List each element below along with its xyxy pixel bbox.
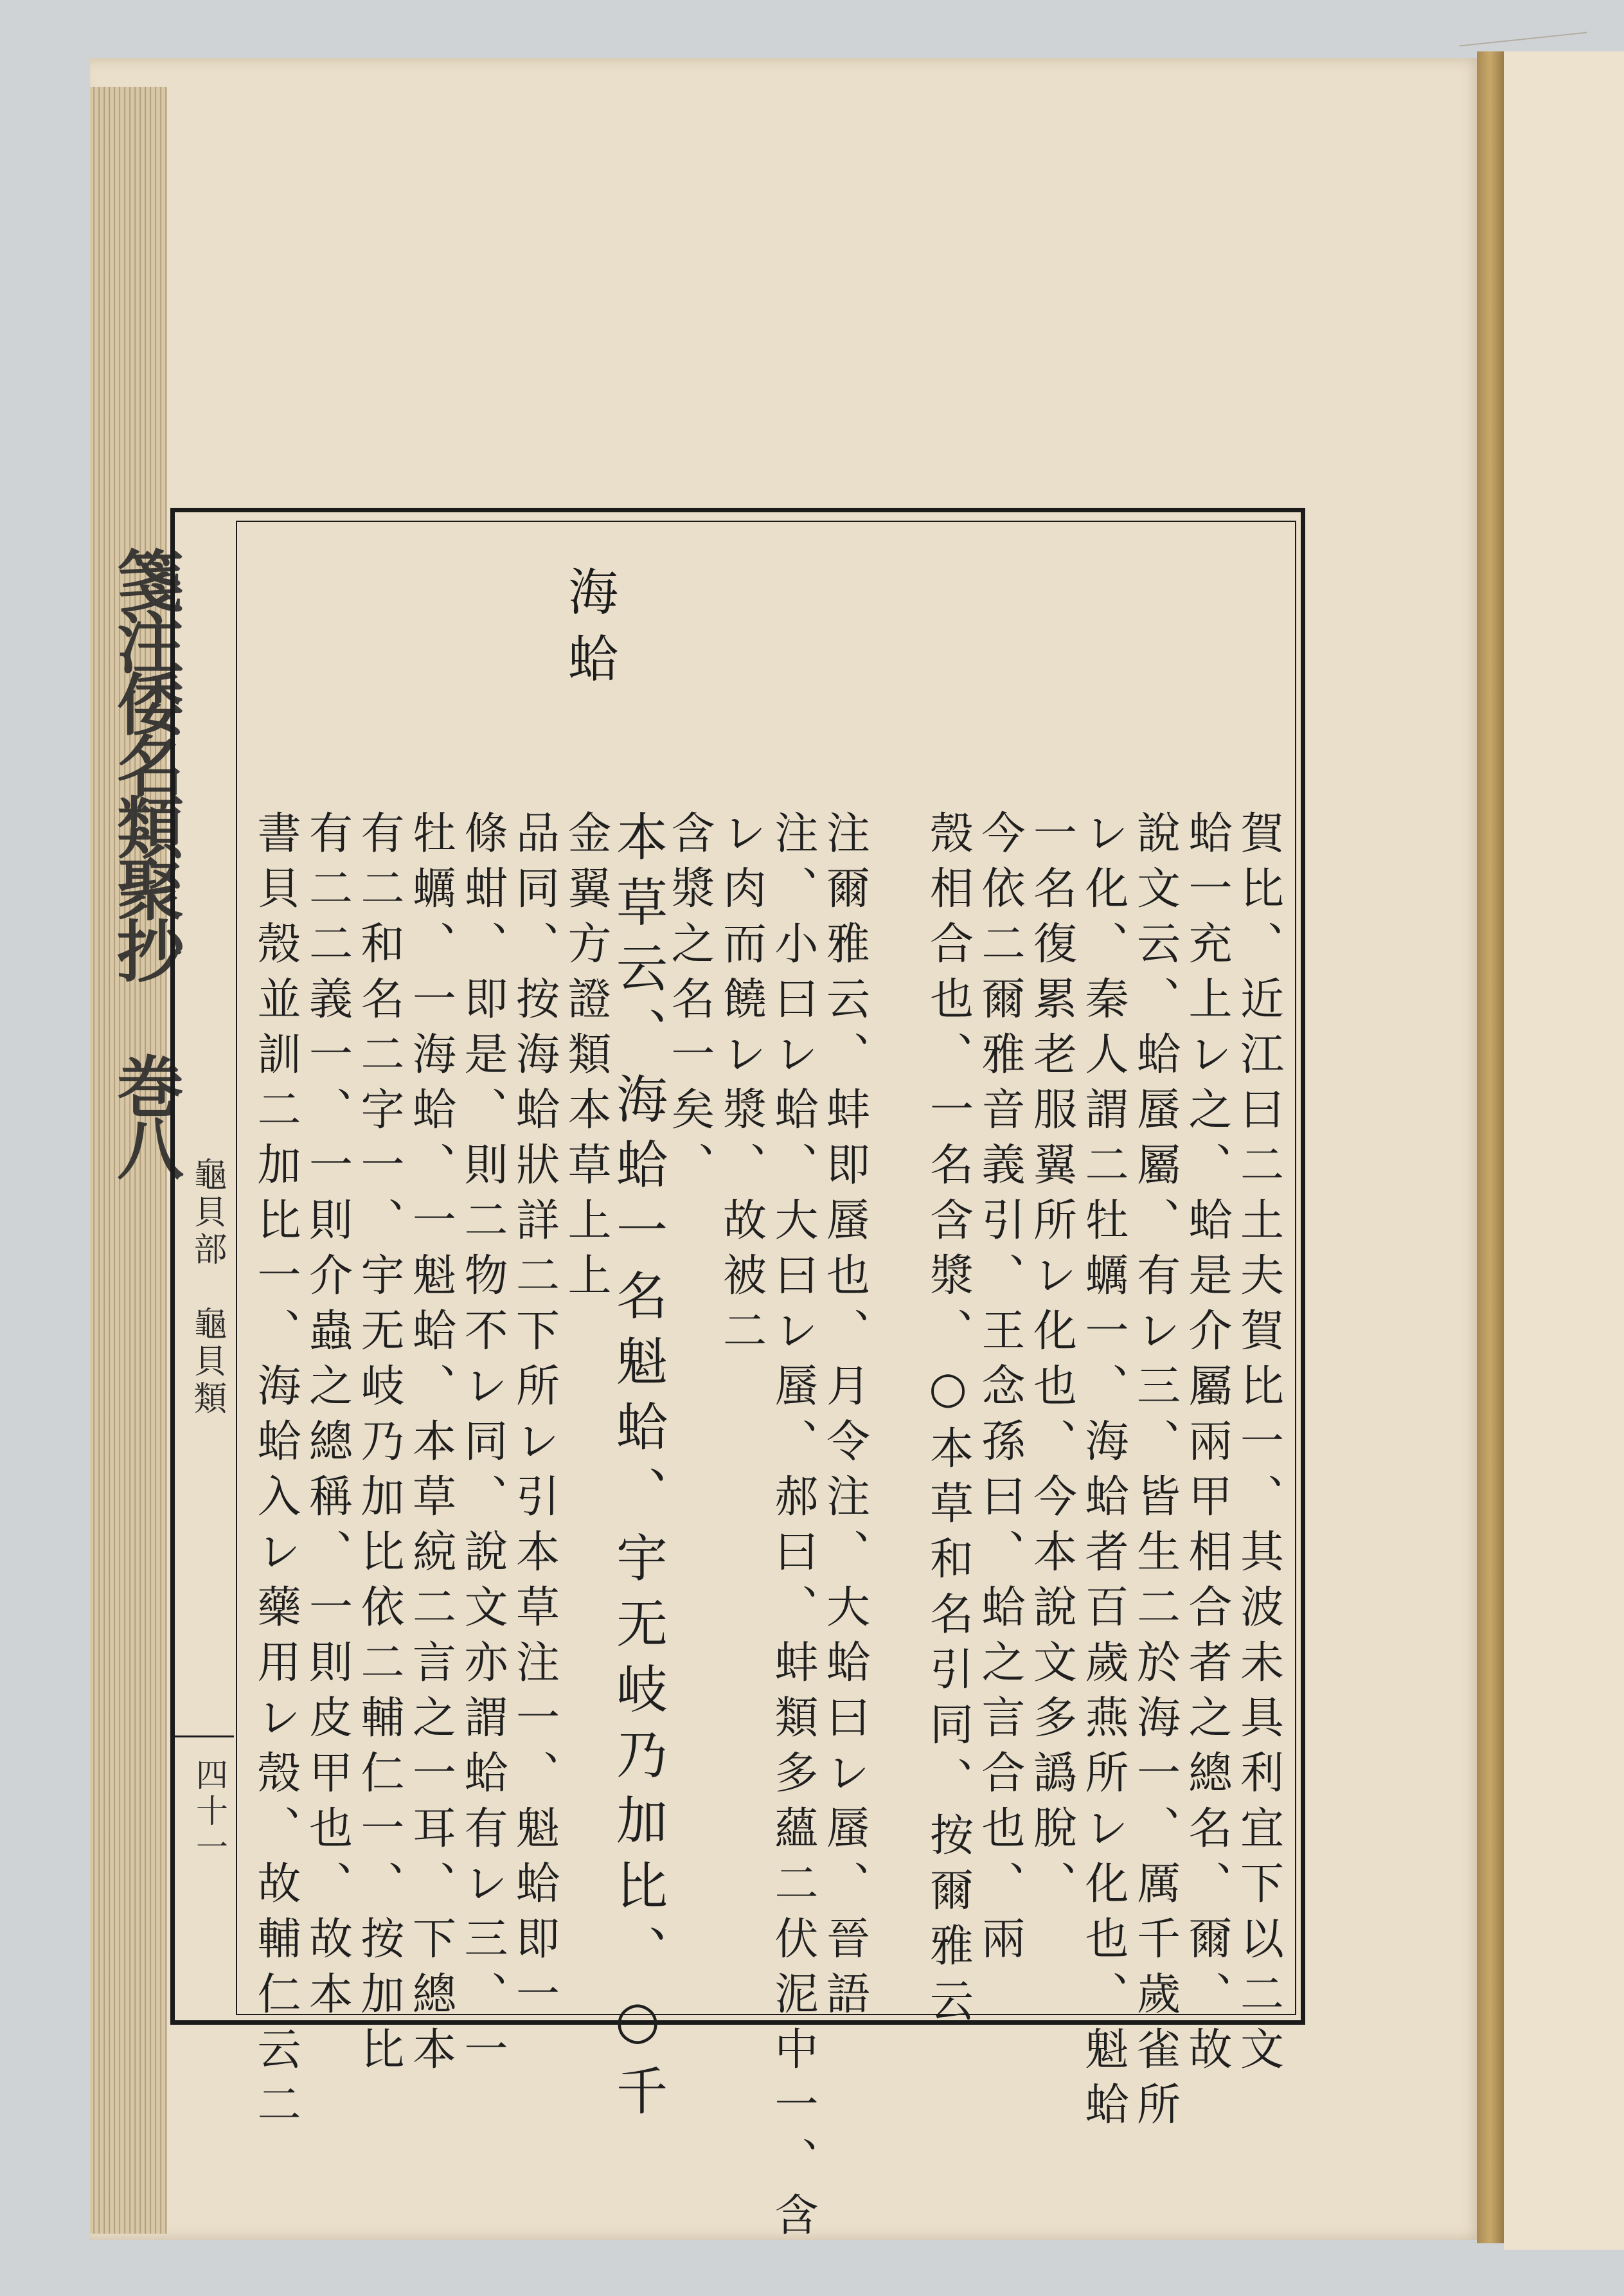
book-gutter xyxy=(1477,51,1506,2243)
entry-heading: 海蛤 xyxy=(560,566,618,699)
text-column: 注、小曰レ蛤、大曰レ蜃、郝曰、蚌類多蘊二伏泥中一、含 xyxy=(767,810,818,2247)
folio-rule xyxy=(172,1735,234,1737)
entry-body xyxy=(244,810,1284,2247)
text-column: 條蚶、即是、則二物不レ同、說文亦謂蛤有レ三、一 xyxy=(457,810,508,2081)
text-column: レ化、秦人謂二牡蠣一、海蛤者百歲燕所レ化也、魁蛤 xyxy=(1078,810,1129,2137)
text-column: 本草云、海蛤一名魁蛤、宇无岐乃加比、○千 xyxy=(607,810,668,2130)
text-column: 賀比、近江曰二土夫賀比一、其波未具利宜下以二文 xyxy=(1233,810,1284,2081)
text-column: レ肉而饒レ漿、故被二 xyxy=(715,810,767,1363)
text-column: 有二二義一、一則介蟲之總稱、一則皮甲也、故本 xyxy=(301,810,353,2026)
spine-title: 箋注倭名類聚抄 巻八 xyxy=(105,546,184,1176)
facing-page xyxy=(1504,51,1624,2250)
text-column: 書貝殼並訓二加比一、海蛤入レ藥用レ殼、故輔仁云二 xyxy=(250,810,301,2137)
text-column: 蛤一充上レ之、蛤是介屬兩甲相合者之總名、爾、故 xyxy=(1181,810,1232,2081)
text-column: 牡蠣、一海蛤、一魁蛤、本草綂二言之一耳、下總本 xyxy=(405,810,456,2081)
text-column: 金翼方證類本草上上 xyxy=(560,810,611,1307)
text-column: 含漿之名一矣、 xyxy=(664,810,715,1197)
page-number: 四十一 xyxy=(191,1758,228,1866)
text-column: 有二和名二字一、宇无岐乃加比依二輔仁一、按加比 xyxy=(353,810,404,2081)
text-column: 注爾雅云、蚌即蜃也、月令注、大蛤曰レ蜃、晉語 xyxy=(819,810,870,2026)
text-column: 今依二爾雅音義引、王念孫曰、蛤之言合也、兩 xyxy=(974,810,1025,1971)
binding-thread xyxy=(1459,32,1587,47)
text-column: 說文云、蛤蜃屬、有レ三、皆生二於海一、厲千歲雀所 xyxy=(1129,810,1181,2137)
text-column: 品同、按海蛤狀詳二下所レ引本草注一、魁蛤即一 xyxy=(508,810,560,2026)
section-label: 龜貝部 龜貝類 xyxy=(188,1157,226,1418)
text-column: 殼相合也、一名含漿、○本草和名引同、按爾雅云 xyxy=(922,810,974,2033)
text-column: 一名復累老服翼所レ化也、今本說文多譌脫、 xyxy=(1026,810,1077,1915)
